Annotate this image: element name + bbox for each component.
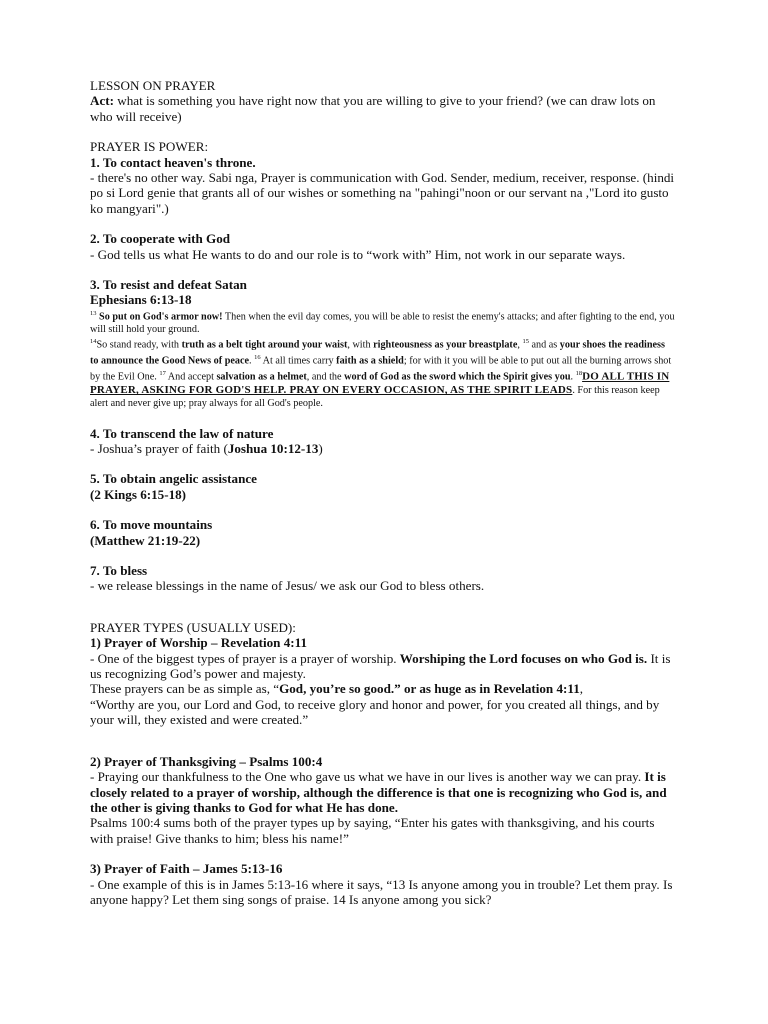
verse-num: 17 xyxy=(159,370,166,378)
verse-13-bold: So put on God's armor now! xyxy=(99,311,223,323)
verse-text: , with xyxy=(347,339,374,351)
doc-title: LESSON ON PRAYER xyxy=(90,78,216,93)
verse-text: And accept xyxy=(165,371,217,383)
verse-text: . For this reason keep alert and never give up; pray always for all God's people. xyxy=(90,385,660,409)
verse-bold: salvation as a helmet xyxy=(216,371,307,383)
point-4-title: 4. To transcend the law of nature xyxy=(90,425,274,441)
act-text: what is something you have right now that you are willing to give to your friend? (we can draw lots on who will receive) xyxy=(90,93,656,124)
type-1-a: - One of the biggest types of prayer is a prayer of worship. xyxy=(90,650,400,666)
verse-num: 13 xyxy=(90,309,97,317)
point-4-ref: Joshua 10:12-13 xyxy=(227,441,319,456)
type-3-title: 3) Prayer of Faith – James 5:13-16 xyxy=(90,861,283,877)
verse-13 xyxy=(90,308,676,337)
type-1-text xyxy=(90,651,676,682)
type-1-f: , xyxy=(579,681,584,697)
verse-num: 16 xyxy=(254,354,261,362)
verse-18-caps: DO ALL THIS IN PRAYER, ASKING FOR GOD'S HELP. PRAY ON EVERY OCCASION, AS THE SPIRIT LEADS xyxy=(90,370,670,397)
type-1-d: These prayers can be as simple as, “ xyxy=(90,681,280,697)
point-6-title: 6. To move mountains xyxy=(90,517,213,533)
verse-text: and as xyxy=(528,339,560,351)
point-5-ref: (2 Kings 6:15-18) xyxy=(90,486,187,502)
point-2-text: - God tells us what He wants to do and our role is to “work with” Him, not work in our separate ways. xyxy=(90,246,626,262)
act-label: Act: xyxy=(90,93,114,109)
type-2-quote: Psalms 100:4 sums both of the prayer types up by saying, “Enter his gates with thanksgiving, and his courts with praise! Give thanks to him; bless his name!” xyxy=(90,815,655,846)
type-3-text: - One example of this is in James 5:13-16 where it says, “13 Is anyone among you in trouble? Let them pray. Is anyone happy? Let them sing songs of praise. 14 Is anyone among you sick? xyxy=(90,876,673,907)
type-1-title: 1) Prayer of Worship – Revelation 4:11 xyxy=(90,635,307,651)
point-1-text: - there's no other way. Sabi nga, Prayer is communication with God. Sender, medium, receiver, response. (hindi po si Lord genie that grants all of our wishes or something na "pahingi"noon or our servant na ,"Lord ito gusto ko mangyari".) xyxy=(90,170,675,216)
point-7-title: 7. To bless xyxy=(90,563,148,579)
type-1-example xyxy=(90,681,676,696)
type-2-b: It is closely related to a prayer of worship, although the difference is that one is recognizing who God is, and the other is giving thanks to God for what He has done. xyxy=(90,769,667,815)
act-paragraph xyxy=(90,93,676,124)
type-2-a: - Praying our thankfulness to the One who gave us what we have in our lives is another way we can pray. xyxy=(90,769,645,785)
power-heading: PRAYER IS POWER: xyxy=(90,139,209,155)
verse-bold: faith as a shield xyxy=(336,355,404,367)
verse-bold: word of God as the sword which the Spirit gives you xyxy=(344,371,571,383)
verse-bold: truth as a belt tight around your waist xyxy=(181,339,348,351)
point-3-title: 3. To resist and defeat Satan xyxy=(90,277,247,293)
point-4-text xyxy=(90,441,676,456)
verse-bold: righteousness as your breastplate xyxy=(373,339,518,351)
verse-num: 14 xyxy=(90,338,97,346)
verse-text: ; for with it you will be able to put out all the burning arrows shot by the Evil One. xyxy=(90,355,672,383)
type-2-text xyxy=(90,769,676,815)
point-3-ref: Ephesians 6:13-18 xyxy=(90,292,192,308)
point-1-title: 1. To contact heaven's throne. xyxy=(90,154,256,170)
verse-text: So stand ready, with xyxy=(96,339,182,351)
type-1-e: God, you’re so good.” or as huge as in Revelation 4:11 xyxy=(279,681,580,697)
type-1-c: It is us recognizing God’s power and majesty. xyxy=(90,650,671,682)
type-2-title: 2) Prayer of Thanksgiving – Psalms 100:4 xyxy=(90,753,323,769)
verse-text: , xyxy=(517,339,523,351)
verse-num: 15 xyxy=(522,338,529,346)
point-7-text: - we release blessings in the name of Jesus/ we ask our God to bless others. xyxy=(90,578,485,594)
verse-text: . xyxy=(570,371,576,383)
verse-text: , and the xyxy=(306,371,345,383)
verse-text: At all times carry xyxy=(260,355,337,367)
point-5-title: 5. To obtain angelic assistance xyxy=(90,471,257,487)
verse-13-text: Then when the evil day comes, you will be able to resist the enemy's attacks; and after fighting to the end, you will still hold your ground. xyxy=(90,311,675,335)
type-1-quote: “Worthy are you, our Lord and God, to receive glory and honor and power, for you created all things, and by your will, they existed and were created.” xyxy=(90,696,660,728)
point-4-b: ) xyxy=(318,441,323,456)
point-2-title: 2. To cooperate with God xyxy=(90,231,231,247)
point-6-ref: (Matthew 21:19-22) xyxy=(90,532,201,548)
point-4-a: - Joshua’s prayer of faith ( xyxy=(90,441,228,456)
verse-num: 18 xyxy=(575,370,583,378)
type-1-b: Worshiping the Lord focuses on who God is. xyxy=(399,650,648,666)
verse-14-17 xyxy=(90,336,676,410)
types-heading: PRAYER TYPES (USUALLY USED): xyxy=(90,619,296,635)
verse-bold: your shoes the readiness to announce the Good News of peace xyxy=(90,339,665,367)
verse-text: . xyxy=(249,355,255,367)
